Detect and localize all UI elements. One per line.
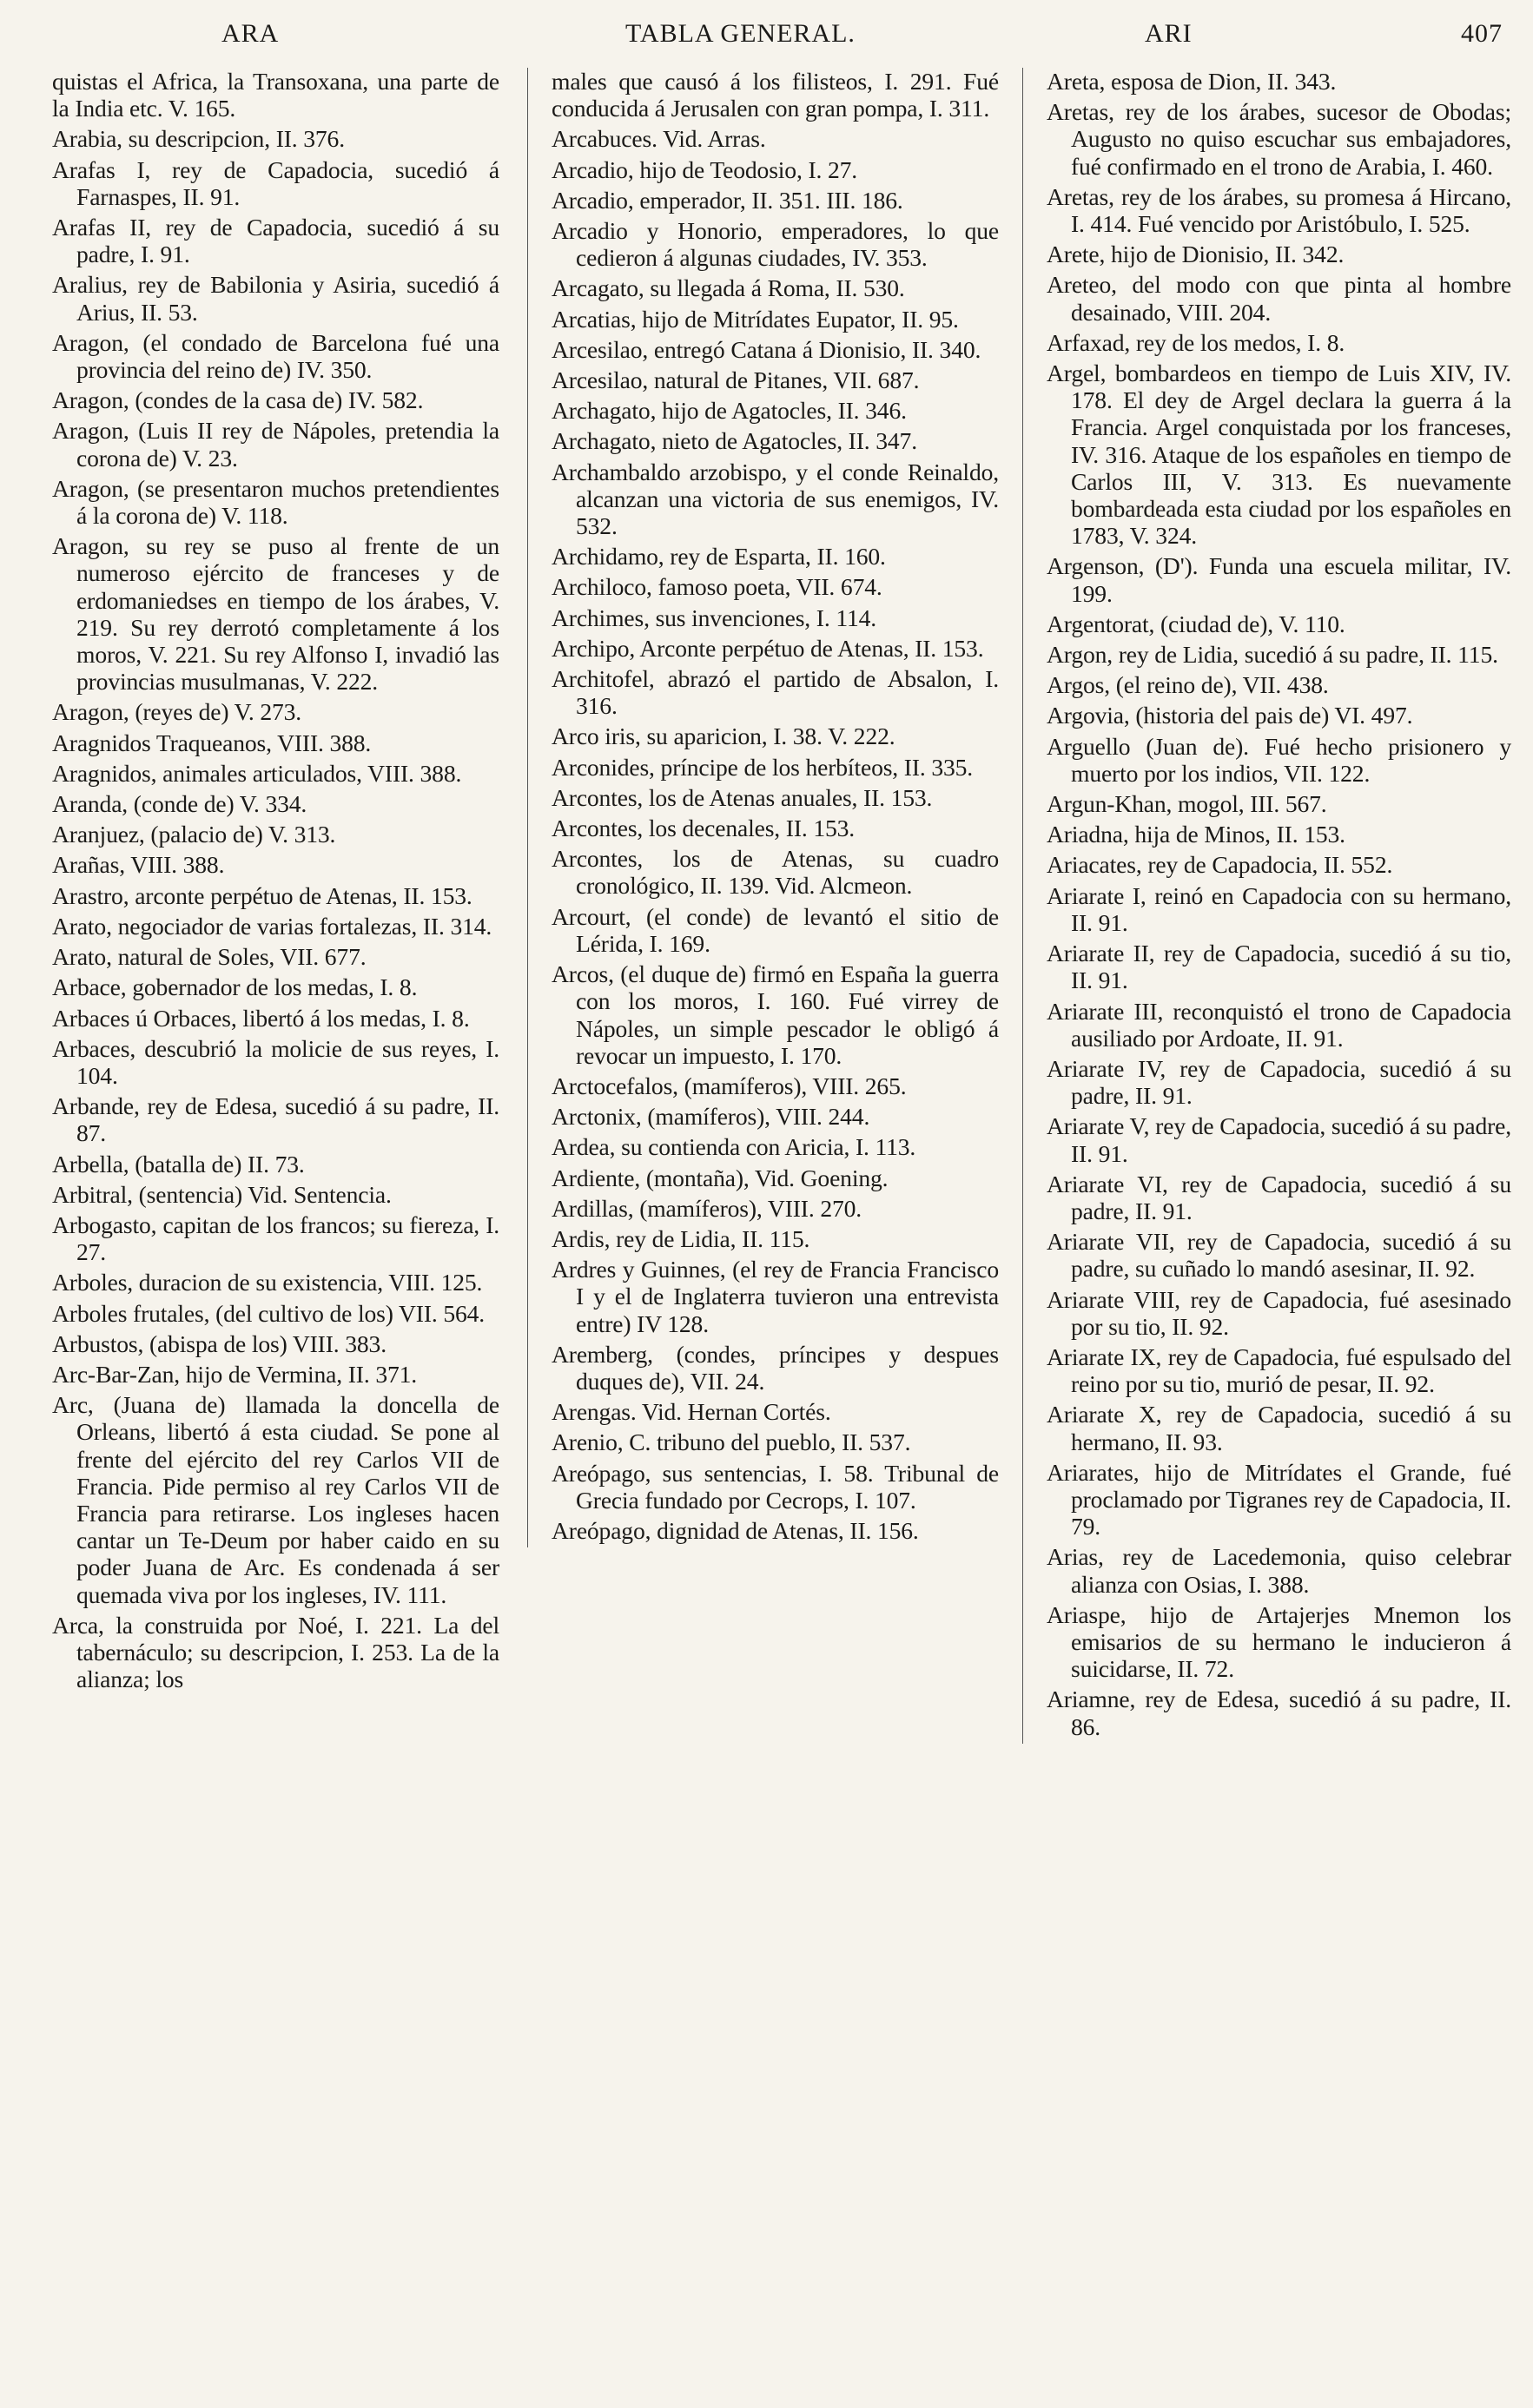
index-entry: Argun-Khan, mogol, III. 567.: [1047, 790, 1327, 818]
index-entry: Arafas II, rey de Capadocia, sucedió á su padre, I. 91.: [52, 214, 499, 268]
index-entry: Argon, rey de Lidia, sucedió á su padre, II. 115.: [1047, 641, 1498, 669]
index-entry: Arbitral, (sentencia) Vid. Sentencia.: [52, 1180, 392, 1208]
index-entry: Areópago, dignidad de Atenas, II. 156.: [552, 1516, 919, 1544]
index-entry: Aragon, su rey se puso al frente de un numeroso ejército de franceses y de erdomaniedses en tiempo de los árabes, V. 219. Su rey derrotó completamente á los moros, V. 221. Su rey Alfonso I, invadió las provincias musulmanas, V. 222.: [52, 532, 499, 696]
index-entry: Ariamne, rey de Edesa, sucedió á su padre, II. 86.: [1047, 1686, 1511, 1740]
index-entry: Aragon, (se presentaron muchos pretendientes á la corona de) V. 118.: [52, 474, 499, 530]
index-entry: Arcos, (el duque de) firmó en España la guerra con los moros, I. 160. Fué virrey de Nápoles, un simple pescador le obligó á revocar un impuesto, I. 170.: [552, 960, 999, 1069]
index-entry: Arcontes, los de Atenas, su cuadro cronológico, II. 139. Vid. Alcmeon.: [552, 845, 999, 900]
running-header: [61, 19, 1503, 64]
index-entry: Ardres y Guinnes, (el rey de Francia Francisco I y el de Inglaterra tuvieron una entrevista entre) IV 128.: [552, 1256, 999, 1337]
index-entry: Argentorat, (ciudad de), V. 110.: [1047, 610, 1345, 637]
index-entry: Areteo, del modo con que pinta al hombre desainado, VIII. 204.: [1047, 271, 1511, 326]
index-entry: Arabia, su descripcion, II. 376.: [52, 125, 345, 153]
index-entry: Arcesilao, entregó Catana á Dionisio, II. 340.: [552, 335, 981, 363]
index-entry: Architofel, abrazó el partido de Absalon, I. 316.: [552, 665, 999, 720]
index-entry: Ardea, su contienda con Aricia, I. 113.: [552, 1133, 916, 1161]
index-entry: Ariarate IX, rey de Capadocia, fué espulsado del reino por su tio, murió de pesar, II. 92.: [1047, 1343, 1511, 1398]
index-entry: quistas el Africa, la Transoxana, una parte de la India etc. V. 165.: [52, 68, 499, 122]
header-right-guide-word: ARI: [1145, 19, 1193, 48]
index-entry: Arcontes, los de Atenas anuales, II. 153.: [552, 783, 933, 811]
index-entry: Ardillas, (mamíferos), VIII. 270.: [552, 1194, 862, 1222]
index-entry: Aragnidos, animales articulados, VIII. 388.: [52, 759, 462, 787]
index-entry: Arboles, duracion de su existencia, VIII. 125.: [52, 1269, 483, 1296]
index-entry: Argovia, (historia del pais de) VI. 497.: [1047, 702, 1413, 729]
index-entry: Ariarate X, rey de Capadocia, sucedió á su hermano, II. 93.: [1047, 1401, 1511, 1455]
index-entry: Arafas I, rey de Capadocia, sucedió á Farnaspes, II. 91.: [52, 155, 499, 210]
index-entry: Ariarate III, reconquistó el trono de Capadocia ausiliado por Ardoate, II. 91.: [1047, 997, 1511, 1052]
index-entry: Aragnidos Traqueanos, VIII. 388.: [52, 729, 372, 756]
index-entry: Areta, esposa de Dion, II. 343.: [1047, 68, 1337, 95]
index-entry: Arc-Bar-Zan, hijo de Vermina, II. 371.: [52, 1360, 418, 1388]
header-title: TABLA GENERAL.: [625, 19, 856, 48]
index-entry: Arguello (Juan de). Fué hecho prisionero y muerto por los indios, VII. 122.: [1047, 732, 1511, 787]
index-entry: Arastro, arconte perpétuo de Atenas, II. 153.: [52, 881, 472, 909]
index-entry: Aretas, rey de los árabes, su promesa á Hircano, I. 414. Fué vencido por Aristóbulo, I. 525.: [1047, 182, 1511, 238]
index-entry: Aralius, rey de Babilonia y Asiria, sucedió á Arius, II. 53.: [52, 271, 499, 326]
index-entry: Ariarates, hijo de Mitrídates el Grande, fué proclamado por Tigranes rey de Capadocia, II. 79.: [1047, 1458, 1511, 1540]
index-entry: Argel, bombardeos en tiempo de Luis XIV, IV. 178. El dey de Argel declara la guerra á la Francia. Argel conquistada por los franceses, IV. 316. Ataque de los españoles en tiempo de Carlos III, V. 313. Es nuevamente bombardeada esta ciudad por los españoles en 1783, V. 324.: [1047, 360, 1511, 550]
index-entry: Arañas, VIII. 388.: [52, 851, 225, 879]
index-entry: males que causó á los filisteos, I. 291. Fué conducida á Jerusalen con gran pompa, I. 311.: [552, 68, 999, 122]
index-entry: Arbande, rey de Edesa, sucedió á su padre, II. 87.: [52, 1092, 499, 1147]
index-entry: Arato, negociador de varias fortalezas, II. 314.: [52, 912, 492, 940]
index-entry: Arfaxad, rey de los medos, I. 8.: [1047, 328, 1345, 356]
header-left-guide-word: ARA: [221, 19, 280, 48]
index-entry: Arbaces, descubrió la molicie de sus reyes, I. 104.: [52, 1034, 499, 1089]
index-entry: Arato, natural de Soles, VII. 677.: [52, 943, 367, 971]
index-entry: Aragon, (Luis II rey de Nápoles, pretendia la corona de) V. 23.: [52, 417, 499, 472]
index-entry: Archagato, hijo de Agatocles, II. 346.: [552, 397, 907, 425]
page-number: 407: [1461, 19, 1503, 48]
index-entry: Arcabuces. Vid. Arras.: [552, 125, 766, 153]
index-entry: Archambaldo arzobispo, y el conde Reinaldo, alcanzan una victoria de sus enemigos, IV. 532.: [552, 458, 999, 540]
index-entry: Aragon, (condes de la casa de) IV. 582.: [52, 386, 424, 414]
index-entry: Arcourt, (el conde) de levantó el sitio de Lérida, I. 169.: [552, 902, 999, 957]
index-entry: Arcadio, hijo de Teodosio, I. 27.: [552, 155, 858, 183]
index-entry: Ardiente, (montaña), Vid. Goening.: [552, 1164, 889, 1191]
index-entry: Arca, la construida por Noé, I. 221. La del tabernáculo; su descripcion, I. 253. La de la alianza; los: [52, 1611, 499, 1693]
index-entry: Areópago, sus sentencias, I. 58. Tribunal de Grecia fundado por Cecrops, I. 107.: [552, 1459, 999, 1514]
index-entry: Aremberg, (condes, príncipes y despues duques de), VII. 24.: [552, 1340, 999, 1395]
index-entry: Aranda, (conde de) V. 334.: [52, 790, 307, 818]
index-entry: Arengas. Vid. Hernan Cortés.: [552, 1398, 831, 1426]
index-entry: Arenio, C. tribuno del pueblo, II. 537.: [552, 1428, 911, 1456]
index-entry: Arbustos, (abispa de los) VIII. 383.: [52, 1329, 387, 1357]
index-entry: Ariarate IV, rey de Capadocia, sucedió á su padre, II. 91.: [1047, 1054, 1511, 1110]
index-column-3: [1047, 68, 1511, 1744]
index-entry: Aragon, (el condado de Barcelona fué una provincia del reino de) IV. 350.: [52, 328, 499, 384]
index-entry: Arc, (Juana de) llamada la doncella de Orleans, libertó á esta ciudad. Se pone al frente del ejército del rey Carlos VII de Francia. Pide permiso al rey Carlos VII de Francia para retirarse. Los ingleses hacen cantar un Te-Deum por haber caido en su poder Juana de Arc. Es condenada á ser quemada viva por los ingleses, IV. 111.: [52, 1391, 499, 1608]
index-entry: Archipo, Arconte perpétuo de Atenas, II. 153.: [552, 634, 984, 662]
index-entry: Aragon, (reyes de) V. 273.: [52, 698, 302, 726]
index-column-2: [552, 68, 999, 1547]
index-entry: Archidamo, rey de Esparta, II. 160.: [552, 543, 886, 571]
index-entry: Ariarate VI, rey de Capadocia, sucedió á su padre, II. 91.: [1047, 1170, 1511, 1224]
index-entry: Aretas, rey de los árabes, sucesor de Obodas; Augusto no quiso escuchar sus embajadores, fué confirmado en el trono de Arabia, I. 460.: [1047, 98, 1511, 180]
index-entry: Arco iris, su aparicion, I. 38. V. 222.: [552, 722, 895, 750]
index-entry: Arconides, príncipe de los herbíteos, II. 335.: [552, 753, 974, 781]
index-entry: Arctonix, (mamíferos), VIII. 244.: [552, 1103, 870, 1131]
index-entry: Arboles frutales, (del cultivo de los) VII. 564.: [52, 1299, 486, 1327]
index-entry: Ariarate V, rey de Capadocia, sucedió á su padre, II. 91.: [1047, 1112, 1511, 1167]
index-entry: Argenson, (D'). Funda una escuela militar, IV. 199.: [1047, 552, 1511, 607]
index-entry: Arbaces ú Orbaces, libertó á los medas, I. 8.: [52, 1004, 470, 1032]
index-entry: Arcatias, hijo de Mitrídates Eupator, II. 95.: [552, 305, 959, 333]
index-entry: Archiloco, famoso poeta, VII. 674.: [552, 573, 882, 601]
index-entry: Arcontes, los decenales, II. 153.: [552, 815, 856, 842]
index-entry: Arias, rey de Lacedemonia, quiso celebrar alianza con Osias, I. 388.: [1047, 1543, 1511, 1598]
index-entry: Aranjuez, (palacio de) V. 313.: [52, 821, 336, 848]
index-entry: Archagato, nieto de Agatocles, II. 347.: [552, 427, 917, 455]
index-entry: Arete, hijo de Dionisio, II. 342.: [1047, 241, 1345, 268]
index-entry: Ariadna, hija de Minos, II. 153.: [1047, 821, 1345, 848]
index-entry: Ariarate VII, rey de Capadocia, sucedió á su padre, su cuñado lo mandó asesinar, II. 92.: [1047, 1228, 1511, 1283]
index-entry: Arbella, (batalla de) II. 73.: [52, 1150, 305, 1178]
index-entry: Ariacates, rey de Capadocia, II. 552.: [1047, 851, 1393, 879]
index-entry: Arcadio y Honorio, emperadores, lo que cedieron á algunas ciudades, IV. 353.: [552, 217, 999, 272]
index-entry: Ariaspe, hijo de Artajerjes Mnemon los emisarios de su hermano le inducieron á suicidarse, II. 72.: [1047, 1600, 1511, 1683]
index-entry: Arcagato, su llegada á Roma, II. 530.: [552, 274, 905, 302]
index-entry: Ariarate I, reinó en Capadocia con su hermano, II. 91.: [1047, 881, 1511, 936]
index-entry: Arcesilao, natural de Pitanes, VII. 687.: [552, 366, 920, 394]
index-entry: Archimes, sus invenciones, I. 114.: [552, 604, 876, 631]
index-entry: Ardis, rey de Lidia, II. 115.: [552, 1224, 810, 1252]
index-column-1: [52, 68, 499, 1696]
index-entry: Arctocefalos, (mamíferos), VIII. 265.: [552, 1072, 907, 1099]
index-entry: Arbogasto, capitan de los francos; su fiereza, I. 27.: [52, 1211, 499, 1266]
index-entry: Ariarate II, rey de Capadocia, sucedió á su tio, II. 91.: [1047, 940, 1511, 994]
index-entry: Arbace, gobernador de los medas, I. 8.: [52, 973, 418, 1001]
index-columns: [52, 68, 1511, 2395]
index-entry: Ariarate VIII, rey de Capadocia, fué asesinado por su tio, II. 92.: [1047, 1285, 1511, 1340]
index-entry: Argos, (el reino de), VII. 438.: [1047, 671, 1329, 699]
index-entry: Arcadio, emperador, II. 351. III. 186.: [552, 186, 903, 214]
